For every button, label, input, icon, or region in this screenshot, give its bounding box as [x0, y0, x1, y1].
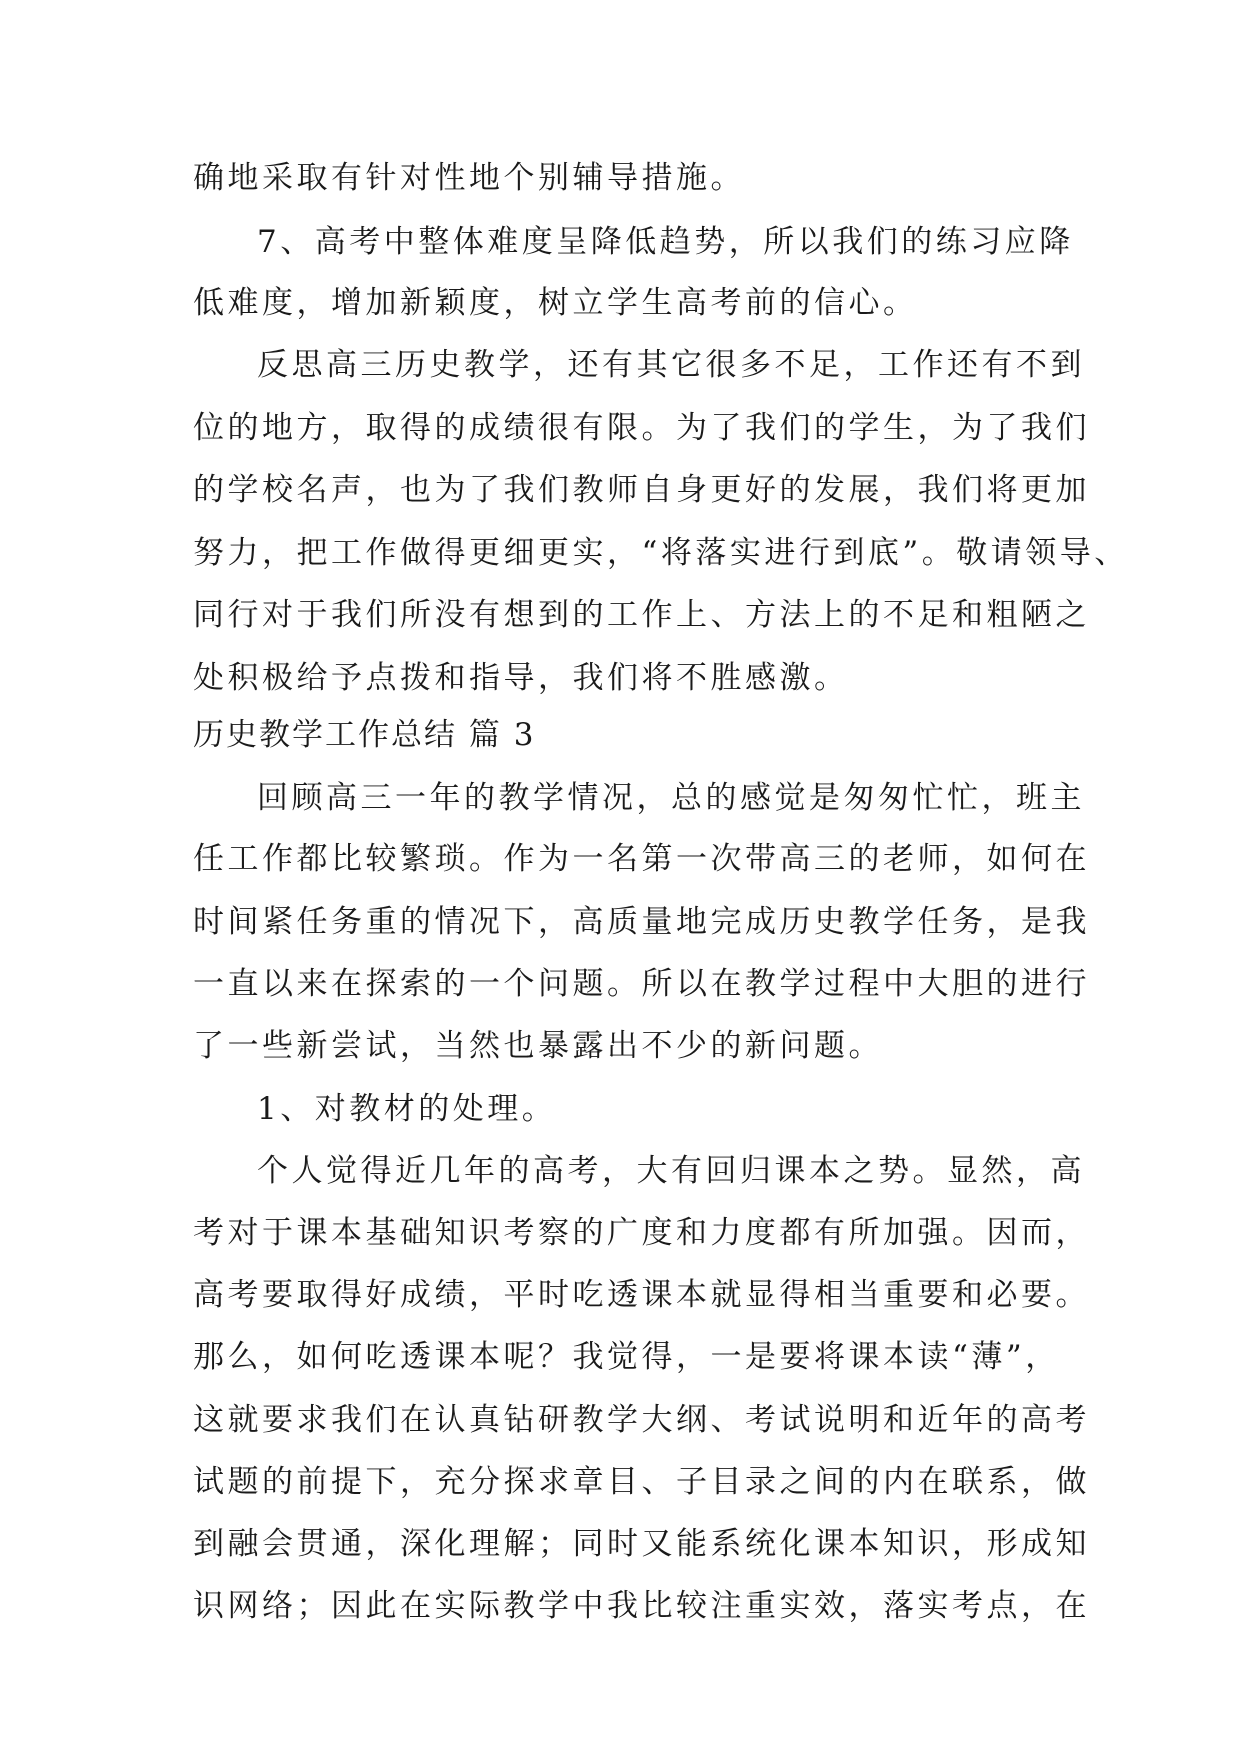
section-heading: 历史教学工作总结 篇 3 [193, 717, 536, 753]
body-text-line: 考对于课本基础知识考察的广度和力度都有所加强。因而， [193, 1215, 1090, 1251]
body-text-line: 高考要取得好成绩，平时吃透课本就显得相当重要和必要。 [193, 1277, 1090, 1313]
body-text-line: 低难度，增加新颖度，树立学生高考前的信心。 [193, 285, 918, 321]
body-text-line: 到融会贯通，深化理解；同时又能系统化课本知识，形成知 [193, 1526, 1090, 1562]
body-text-line: 同行对于我们所没有想到的工作上、方法上的不足和粗陋之 [193, 597, 1090, 633]
body-text-line: 反思高三历史教学，还有其它很多不足，工作还有不到 [257, 347, 1085, 383]
body-text-line: 位的地方，取得的成绩很有限。为了我们的学生，为了我们 [193, 410, 1090, 446]
body-text-line: 处积极给予点拨和指导，我们将不胜感激。 [193, 660, 849, 696]
body-text-line: 一直以来在探索的一个问题。所以在教学过程中大胆的进行 [193, 966, 1090, 1002]
body-text-line: 个人觉得近几年的高考，大有回归课本之势。显然，高 [257, 1153, 1085, 1189]
body-text-line: 这就要求我们在认真钻研教学大纲、考试说明和近年的高考 [193, 1402, 1090, 1438]
body-text-line: 的学校名声，也为了我们教师自身更好的发展，我们将更加 [193, 472, 1090, 508]
body-text-line: 识网络；因此在实际教学中我比较注重实效，落实考点，在 [193, 1588, 1090, 1624]
body-text-line: 7、高考中整体难度呈降低趋势，所以我们的练习应降 [257, 224, 1074, 260]
body-text-line: 时间紧任务重的情况下，高质量地完成历史教学任务，是我 [193, 904, 1090, 940]
body-text-line: 了一些新尝试，当然也暴露出不少的新问题。 [193, 1028, 883, 1064]
body-text-line: 确地采取有针对性地个别辅导措施。 [193, 160, 745, 196]
body-text-line: 回顾高三一年的教学情况，总的感觉是匆匆忙忙，班主 [257, 780, 1085, 816]
body-text-line: 努力，把工作做得更细更实，“将落实进行到底”。敬请领导、 [193, 535, 1129, 571]
body-text-line: 试题的前提下，充分探求章目、子目录之间的内在联系，做 [193, 1464, 1090, 1500]
body-text-line: 那么，如何吃透课本呢？我觉得，一是要将课本读“薄”， [193, 1339, 1060, 1375]
body-text-line: 1、对教材的处理。 [257, 1091, 557, 1127]
body-text-line: 任工作都比较繁琐。作为一名第一次带高三的老师，如何在 [193, 841, 1090, 877]
